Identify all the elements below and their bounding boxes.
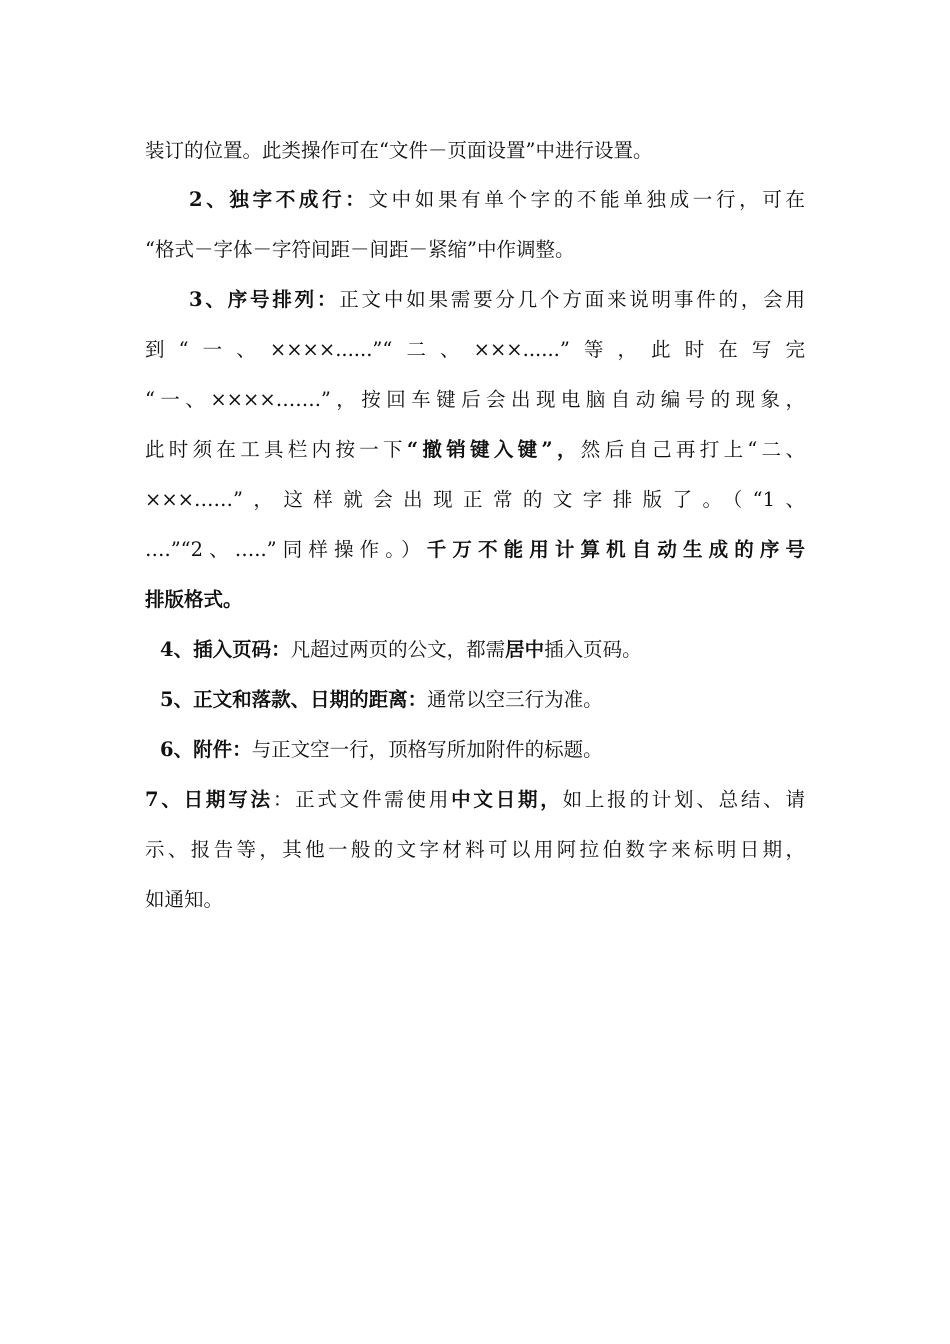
item4-line: [145, 636, 805, 664]
item3-text-3: “一、××××…….”，按回车键后会出现电脑自动编号的现象，: [145, 388, 805, 411]
item7-text-bold: 中文日期，: [451, 788, 563, 811]
item3-line2: [145, 336, 805, 364]
intro-text: 装订的位置。此类操作可在“文件－页面设置”中进行设置。: [145, 139, 653, 162]
item3-text-6a: ….”“2、…..”同样操作。）: [145, 538, 427, 561]
item5-text: 通常以空三行为准。: [427, 688, 603, 711]
item3-text-6-bold: 千万不能用计算机自动生成的序号: [426, 538, 805, 561]
item3-line6: [145, 536, 805, 564]
item4-text-b: 插入页码。: [544, 638, 642, 661]
item7-text-2: 示、报告等，其他一般的文字材料可以用阿拉伯数字来标明日期，: [145, 838, 805, 861]
item4-title: 4、插入页码：: [160, 638, 291, 661]
item3-text-7-bold: 排版格式。: [145, 588, 243, 611]
item3-line3: [145, 386, 805, 414]
item7-title: 7、日期写法: [145, 788, 273, 811]
item3-line5: [145, 486, 805, 514]
item7-line3: [145, 886, 805, 914]
item6-text: 与正文空一行，顶格写所加附件的标题。: [251, 738, 603, 761]
item3-line4: [145, 436, 805, 464]
item3-text-2: 到“一、××××......”“二、×××......”等，此时在写完: [145, 338, 805, 361]
item5-line: [145, 686, 805, 714]
item2-title: 2、独字不成行：: [189, 188, 369, 211]
item4-text-a: 凡超过两页的公文，都需: [290, 638, 506, 661]
item7-text-a: 正式文件需使用: [295, 788, 452, 811]
item2-text: 文中如果有单个字的不能单独成一行，可在: [368, 188, 805, 211]
item3-text: 正文中如果需要分几个方面来说明事件的，会用: [339, 288, 805, 311]
item7-colon: ：: [272, 788, 296, 811]
item3-text-4-bold: “撤销键入键”，: [406, 438, 581, 461]
item3-text-5: ×××……”，这样就会出现正常的文字排版了。（“1、: [145, 488, 805, 511]
intro-line: [145, 137, 805, 165]
item3-text-4b: 然后自己再打上“二、: [580, 438, 805, 461]
item2-text-cont: “格式－字体－字符间距－间距－紧缩”中作调整。: [145, 238, 575, 261]
item7-text-3: 如通知。: [145, 888, 224, 911]
item7-text-b: 如上报的计划、总结、请: [562, 788, 805, 811]
item6-line: [145, 736, 805, 764]
item3-line7: [145, 586, 805, 614]
item7-line2: [145, 836, 805, 864]
item2-line2: [145, 236, 805, 264]
item3-text-4a: 此时须在工具栏内按一下: [145, 438, 407, 461]
item5-title: 5、正文和落款、日期的距离：: [160, 688, 428, 711]
item4-text-bold: 居中: [505, 638, 545, 661]
item3-title: 3、序号排列：: [189, 288, 340, 311]
item7-line1: [145, 786, 805, 814]
item6-title: 6、附件：: [160, 738, 252, 761]
item3-line1: [145, 286, 805, 314]
item2-line1: [145, 186, 805, 214]
